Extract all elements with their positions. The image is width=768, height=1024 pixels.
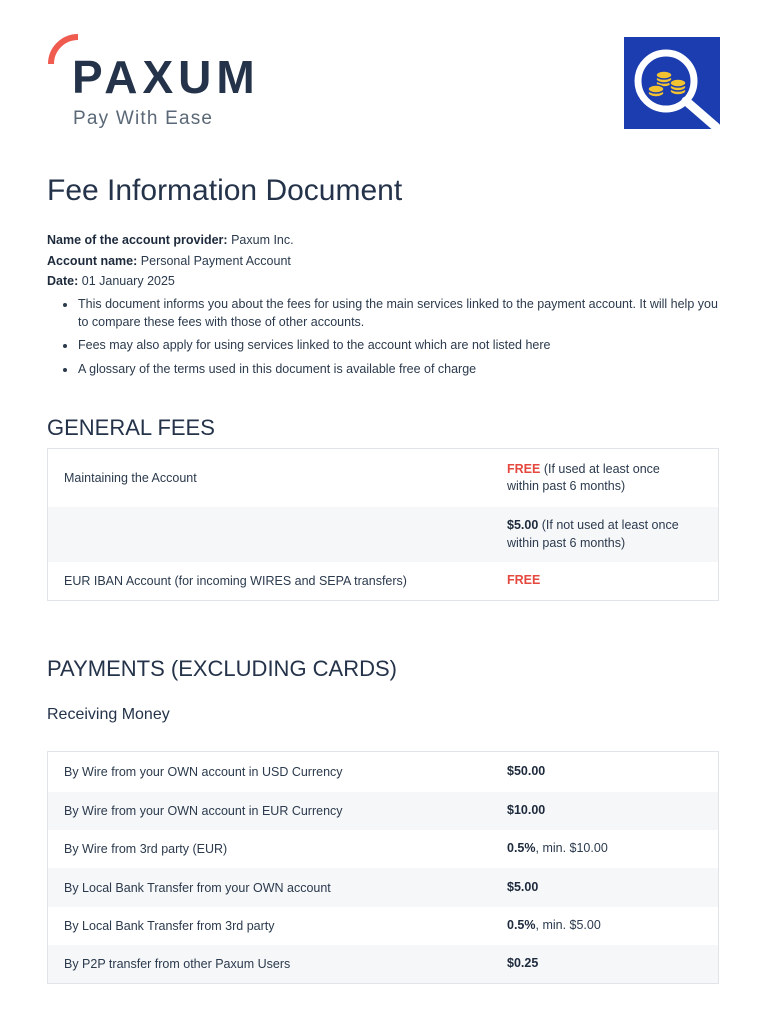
meta-account-name: Account name: Personal Payment Account bbox=[47, 253, 291, 268]
table-row: By Wire from your OWN account in EUR Currency $10.00 bbox=[48, 792, 718, 830]
info-bullets bbox=[47, 296, 719, 384]
table-row: By Wire from 3rd party (EUR) 0.5%, min. $10.00 bbox=[64, 841, 608, 856]
payments-heading: PAYMENTS (EXCLUDING CARDS) bbox=[47, 656, 398, 681]
logo-wordmark: PAXUM bbox=[72, 51, 260, 103]
meta-provider: Name of the account provider: Paxum Inc. bbox=[47, 233, 294, 247]
receiving-money-table bbox=[47, 751, 719, 984]
general-fees-table bbox=[47, 448, 719, 601]
table-row: $5.00 (If not used at least once within past 6 months) bbox=[48, 507, 718, 562]
list-item: Fees may also apply for using services linked to the account which are not listed here bbox=[47, 337, 719, 355]
list-item: This document informs you about the fees for using the main services linked to the payment account. It will help you to compare these fees with those of other accounts. bbox=[47, 296, 719, 331]
receiving-money-subheading: Receiving Money bbox=[47, 706, 170, 723]
table-row: By Wire from your OWN account in USD Currency $50.00 bbox=[64, 764, 546, 779]
table-row: By Local Bank Transfer from 3rd party 0.5%, min. $5.00 bbox=[64, 918, 601, 933]
magnifier-coins-icon bbox=[624, 37, 720, 129]
table-row: Maintaining the Account FREE (If used at least once within past 6 months) bbox=[64, 461, 660, 493]
table-row: By P2P transfer from other Paxum Users $0.25 bbox=[48, 945, 718, 983]
table-row: By Local Bank Transfer from your OWN account $5.00 bbox=[48, 868, 718, 907]
list-item: A glossary of the terms used in this document is available free of charge bbox=[47, 361, 719, 379]
general-fees-heading: GENERAL FEES bbox=[47, 415, 215, 440]
meta-date: Date: 01 January 2025 bbox=[47, 274, 175, 288]
page-title: Fee Information Document bbox=[47, 174, 403, 207]
table-row: EUR IBAN Account (for incoming WIRES and SEPA transfers) FREE bbox=[64, 573, 541, 588]
logo-tagline: Pay With Ease bbox=[73, 108, 214, 129]
account-meta bbox=[47, 230, 294, 292]
paxum-logo bbox=[46, 32, 306, 132]
